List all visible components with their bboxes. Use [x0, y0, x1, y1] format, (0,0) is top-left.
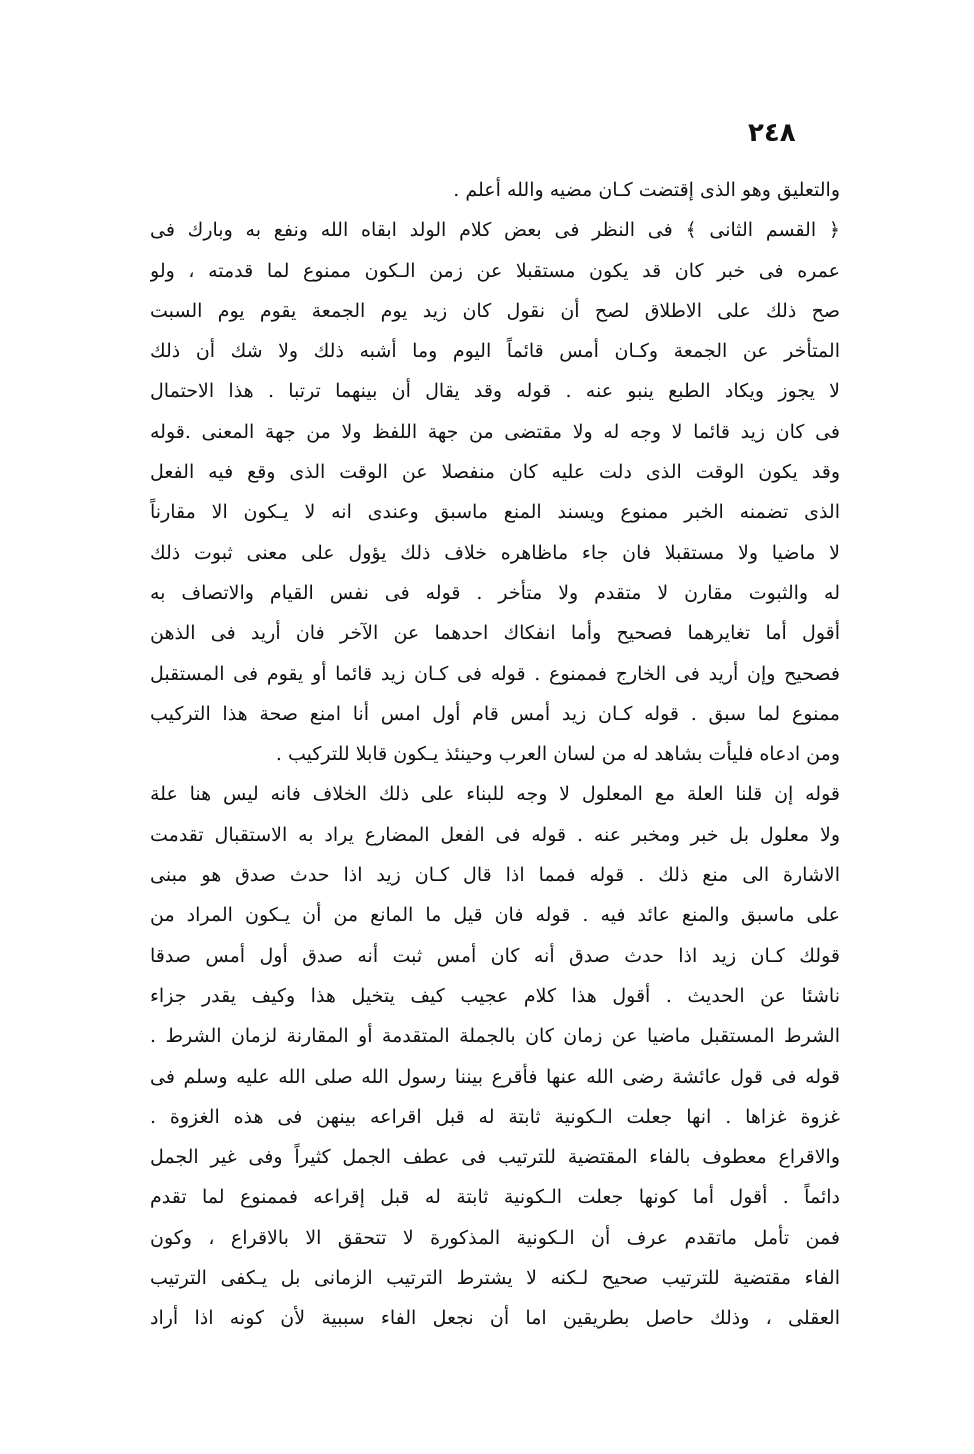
text-line: والتعليق وهو الذى إقتضت كـان مضيه والله أعلم .	[453, 179, 840, 201]
text-line: وقد يكون الوقت الذى دلت عليه كان منفصلا عن الوقت الذى وقع فيه الفعل	[150, 461, 840, 484]
text-line: الفاء مقتضية للترتيب صحيح لـكنه لا يشترط الترتيب الزمانى بل يـكفى الترتيب	[150, 1267, 840, 1290]
text-line: ممنوع لما سبق . قوله كـان زيد أمس قام أول امس أنا امنع صحة هذا التركيب	[150, 702, 840, 725]
text-line: فصحيح وإن أريد فى الخارج فممنوع . قوله فى كـان زيد قائما أو يقوم فى المستقبل	[150, 662, 840, 685]
text-line: قوله إن قلنا العلة مع المعلول لا وجه للبناء على ذلك الخلاف فانه ليس هنا علة	[150, 783, 840, 806]
text-line: الاشارة الى منع ذلك . قوله فمما اذا قال كـان زيد اذا حدث صدق هو مبنى	[150, 864, 840, 887]
page-number: ٢٤٨	[748, 118, 796, 148]
text-line: الذى تضمنه الخبر ممنوع ويسند المنع ماسبق وعندى انه لا يـكون الا مقارناً	[150, 501, 840, 524]
body-text	[150, 170, 840, 1339]
text-line: على ماسبق والمنع عائد فيه . قوله فان قيل ما المانع من أن يـكون المراد من	[150, 904, 840, 927]
text-line: لا يجوز ويكاد الطبع ينبو عنه . قوله وقد يقال أن بينهما ترتبا . هذا الاحتمال	[150, 380, 840, 403]
text-line: المتأخر عن الجمعة وكـان أمس قائماً اليوم وما أشبه ذلك ولا شك أن ذلك	[150, 340, 840, 363]
text-line: صح ذلك على الاطلاق لصح أن نقول كان زيد يوم الجمعة يقوم يوم السبت	[150, 299, 840, 322]
text-line: ﴿ القسم الثانى ﴾ فى النظر فى بعض كلام الولد ابقاه الله ونفع به وبارك فى	[150, 219, 840, 242]
text-line: لا ماضيا ولا مستقبلا فان جاء ماظاهره خلاف ذلك يؤول على معنى ثبوت ذلك	[150, 541, 840, 564]
text-line: عمره فى خبر كان قد يكون مستقبلا عن زمن الـكون ممنوع لما قدمته ، ولو	[150, 259, 840, 282]
text-line: دائماً . أقول أما كونها جعلت الـكونية ثابتة له قبل إقراعه فممنوع لما تقدم	[150, 1186, 840, 1209]
text-line: قوله فى قول عائشة رضى الله عنها فأقرع بيننا رسول الله صلى الله عليه وسلم فى	[150, 1065, 840, 1088]
text-line: له والثبوت مقارن لا متقدم ولا متأخر . قوله فى نفس القيام والاتصاف به	[150, 581, 840, 604]
text-line: العقلى ، وذلك حاصل بطريقين اما أن نجعل الفاء سببية لأن كونه اذا أراد	[150, 1307, 840, 1330]
text-line: أقول أما تغايرهما فصحيح وأما انفكاك احدهما عن الآخر فان أريد فى الذهن	[150, 622, 840, 645]
text-line: الشرط المستقبل ماضيا عن زمان كان بالجملة المتقدمة أو المقارنة لزمان الشرط .	[150, 1025, 840, 1048]
text-line: والاقراع معطوف بالفاء المقتضية للترتيب فى عطف الجمل كثيراً وفى غير الجمل	[150, 1146, 840, 1169]
text-line: ولا معلول بل خبر ومخبر عنه . قوله فى الفعل المضارع يراد به الاستقبال تقدمت	[150, 823, 840, 846]
text-line: فى كان زيد قائما لا وجه له ولا مقتضى من جهة اللفظ ولا من جهة المعنى .قوله	[150, 420, 840, 443]
text-line: ومن ادعاه فليأت بشاهد له من لسان العرب وحينئذ يـكون قابلا للتركيب .	[275, 743, 840, 766]
text-line: قولك كـان زيد اذا حدث صدق أنه كان أمس ثبت أنه صدق أول أمس صدقا	[150, 944, 840, 967]
text-line: فمن تأمل ماتقدم عرف أن الـكونية المذكورة لا تتحقق الا بالاقراع ، وكون	[150, 1226, 840, 1249]
text-line: ناشئا عن الحديث . أقول هذا كلام عجيب كيف يتخيل هذا وكيف يقدر جزاء	[150, 984, 840, 1007]
text-line: غزوة غزاها . انها جعلت الـكونية ثابتة له قبل اقراعه بينهن فى هذه الغزوة .	[150, 1105, 840, 1128]
